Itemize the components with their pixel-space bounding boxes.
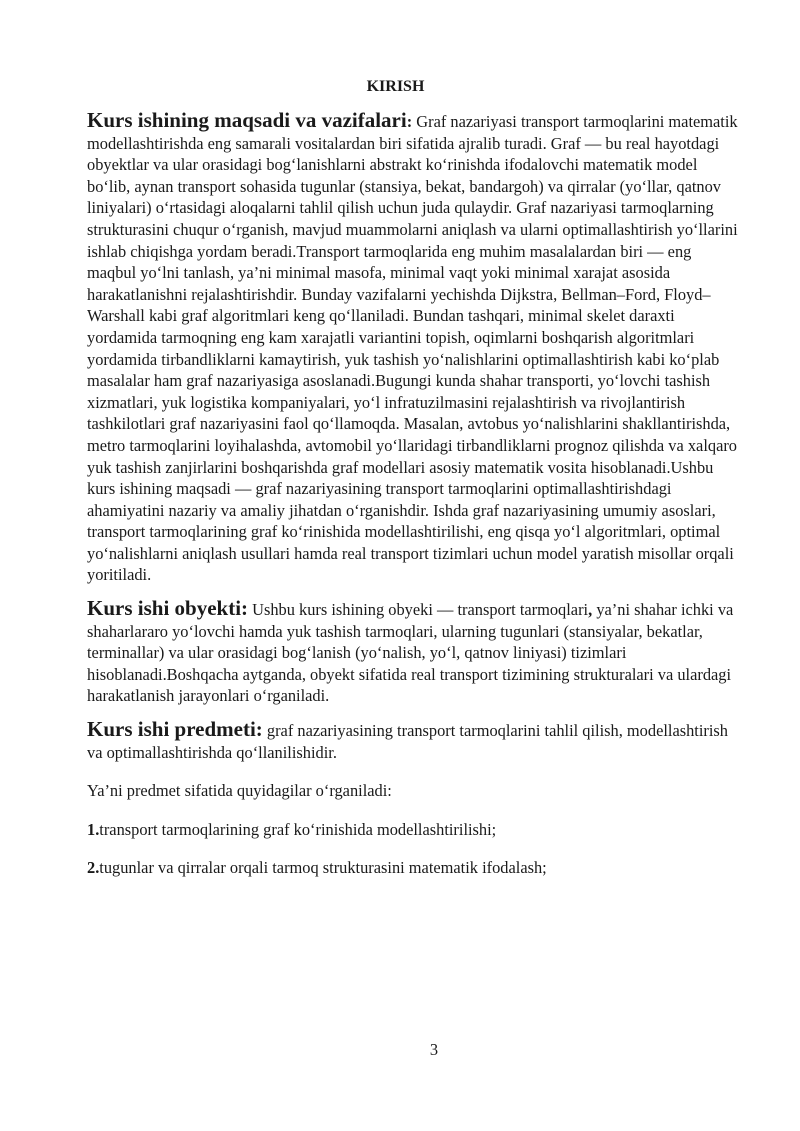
purpose-body: Graf nazariyasi transport tarmoqlarini matematik modellashtirishda eng samarali vositalardan biri sifatida ajralib turadi. Graf — bu real hayotdagi obyektlar va ular orasidagi bog‘lanishlarni abstrakt ko‘rinishda ifodalovchi matematik model bo‘lib, aynan transport sohasida tugunlar (stansiya, bekat, bandargoh) va qirralar (yo‘llar, qatnov liniyalari) o‘rtasidagi aloqalarni tahlil qilish uchun juda qulaydir. Graf nazariyasi tarmoqlarning strukturasini chuqur o‘rganish, mavjud muammolarni aniqlash va ularni optimallashtirish yo‘llarini ishlab chiqishga yordam beradi.Transport tarmoqlarida eng muhim masalalardan biri — eng maqbul yo‘lni tanlash, ya’ni minimal masofa, minimal vaqt yoki minimal xarajat asosida harakatlanishni rejalashtirishdir. Bunday vazifalarni yechishda Dijkstra, Bellman–Ford, Floyd–Warshall kabi graf algoritmlari keng qo‘llaniladi. Bundan tashqari, minimal skelet daraxti yordamida tarmoqning eng kam xarajatli variantini topish, oqimlarni boshqarish algoritmlari yordamida tirbandliklarni kamaytirish, yuk tashish yo‘nalishlarini optimallashtirish kabi ko‘plab masalalar ham graf nazariyasiga asoslanadi.Bugungi kunda shahar transporti, yo‘lovchi tashish xizmatlari, yuk logistika kompaniyalari, yo‘l infratuzilmasini rejalashtirish va rivojlantirish tashkilotlari graf nazariyasini faol qo‘llamoqda. Masalan, avtobus yo‘nalishlarini shakllantirishda, metro tarmoqlarini loyihalashda, avtomobil yo‘llaridagi tirbandliklarni prognoz qilishda va xalqaro yuk tashish zanjirlarini boshqarishda graf modellari asosiy matematik vosita hisoblanadi.Ushbu kurs ishining maqsadi — graf nazariyasining transport tarmoqlarini optimallashtirishdagi ahamiyatini nazariy va amaliy jihatdan o‘rganishdir. Ishda graf nazariyasining umumiy asoslari, transport tarmoqlarining graf ko‘rinishida modellashtirilishi, eng qisqa yo‘l algoritmlari, optimal yo‘nalishlarni aniqlash usullari hamda real transport tizimlari uchun model yaratish misollar orqali yoritiladi. xyxy=(87,112,738,585)
object-body-comma: , xyxy=(588,600,593,620)
list-item-number: 1. xyxy=(87,819,100,839)
object-body-part2: ya’ni shahar ichki va shaharlararo yo‘lovchi hamda yuk tashish tarmoqlari, ularning tugunlari (stansiyalar, bekatlar, terminallar) va ular orasidagi bog‘lanish (yo‘nalish, yo‘l, qatnov liniyasi) tizimlari hisoblanadi.Boshqacha aytganda, obyekt sifatida real transport tizimining strukturalari va ulardagi harakatlanish jarayonlari o‘rganiladi. xyxy=(87,600,734,706)
subject-body: graf nazariyasining transport tarmoqlarini tahlil qilish, modellashtirish va optimallashtirishda qo‘llanilishidir. xyxy=(87,721,729,762)
subject-paragraph xyxy=(87,719,744,763)
object-heading: Kurs ishi obyekti: xyxy=(87,596,249,621)
list-item-text: transport tarmoqlarining graf ko‘rinishida modellashtirilishi; xyxy=(99,819,497,839)
list-item xyxy=(87,819,744,841)
subject-heading: Kurs ishi predmeti: xyxy=(87,717,263,742)
purpose-heading: Kurs ishining maqsadi va vazifalari xyxy=(87,108,407,132)
purpose-heading-colon: : xyxy=(406,112,413,131)
list-item-text: tugunlar va qirralar orqali tarmoq strukturasini matematik ifodalash; xyxy=(99,858,547,878)
page-number: 3 xyxy=(429,1040,439,1059)
object-body-part1: Ushbu kurs ishining obyeki — transport tarmoqlari xyxy=(248,600,589,620)
purpose-paragraph xyxy=(87,110,744,586)
list-item-number: 2. xyxy=(87,858,100,878)
object-paragraph xyxy=(87,598,744,707)
subject-intro-line: Ya’ni predmet sifatida quyidagilar o‘rganiladi: xyxy=(87,781,392,801)
page-title: KIRISH xyxy=(366,78,425,95)
list-item xyxy=(87,857,744,879)
